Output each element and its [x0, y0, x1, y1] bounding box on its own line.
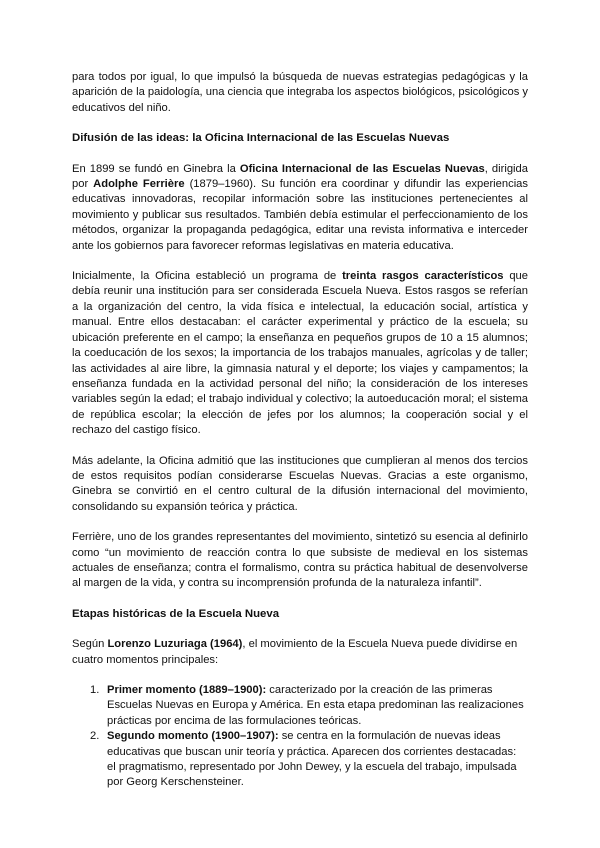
bold-ferriere: Adolphe Ferrière [93, 178, 185, 191]
bold-luzuriaga: Lorenzo Luzuriaga (1964) [107, 638, 243, 651]
text-run: Según [72, 638, 108, 651]
list-number: 2. [90, 730, 100, 743]
text-run: que debía reunir una institución para ser considerada Escuela Nueva. Estos rasgos se referían a la organización del centro, la vida física e intelectual, la educación social, artística y manual. Entre ellos destacaban: el carácter experimental y práctico de la escuela; su ubicación preferente en el campo; la enseñanza en pequeños grupos de 10 a 15 alumnos; la coeducación de los sexos; la importancia de los trabajos manuales, agrícolas y de taller; las actividades al aire libre, la gimnasia natural y el deporte; los viajes y campamentos; la enseñanza fundada en la actividad personal del niño; la consideración de los intereses variables según la edad; el trabajo individual y colectivo; la autoeducación moral; el sistema de república escolar; la elección de jefes por los alumnos; la cooperación social y el rechazo del castigo físico. [72, 270, 528, 437]
paragraph-ferriere-definicion: Ferrière, uno de los grandes representantes del movimiento, sintetizó su esencia al definirlo como “un movimiento de reacción contra lo que subsiste de medieval en los sistemas actuales de enseñanza; contra el formalismo, contra su práctica habitual de desenvolverse al margen de la vida, y contra su incomprensión profunda de la naturaleza infantil”. [72, 531, 528, 590]
list-item [72, 683, 528, 729]
list-item-text: se centra en la formulación de nuevas ideas educativas que buscan unir teoría y práctica. Aparecen dos corrientes destacadas: el pragmatismo, representado por John Dewey, y la escuela del trabajo, impulsada por Georg Kerschensteiner. [107, 730, 517, 789]
text-run: , dirigida por [72, 162, 528, 191]
paragraph-requisitos: Más adelante, la Oficina admitió que las instituciones que cumplieran al menos dos tercios de estos requisitos podían considerarse Escuelas Nuevas. Gracias a este organismo, Ginebra se convirtió en el centro cultural de la difusión internacional del movimiento, consolidando su expansión teórica y práctica. [72, 454, 528, 513]
paragraph-luzuriaga [72, 637, 528, 668]
text-run: Inicialmente, la Oficina estableció un programa de [72, 270, 343, 283]
list-item-title: Segundo momento (1900–1907): [107, 730, 279, 743]
paragraph-fundacion [72, 162, 528, 254]
bold-oficina: Oficina Internacional de las Escuelas Nuevas [239, 162, 485, 175]
list-number: 1. [90, 684, 100, 696]
list-item-title: Primer momento (1889–1900): [107, 684, 267, 696]
text-run: En 1899 se fundó en Ginebra la [72, 162, 240, 175]
paragraph-rasgos [72, 269, 528, 438]
bold-treinta-rasgos: treinta rasgos característicos [342, 270, 504, 283]
text-run: (1879–1960). Su función era coordinar y difundir las experiencias educativas innovadoras, recopilar información sobre las instituciones pertenecientes al movimiento y publicar sus resultados. También debía estimular el perfeccionamiento de los métodos, organizar la propaganda pedagógica, editar una revista informativa e interceder ante los gobiernos para favorecer reformas legislativas en materia educativa. [72, 178, 529, 252]
document-page [72, 70, 528, 791]
section-heading-oficina: Difusión de las ideas: la Oficina Internacional de las Escuelas Nuevas [72, 132, 450, 145]
section-heading-etapas: Etapas históricas de la Escuela Nueva [72, 607, 280, 620]
list-item-text: caracterizado por la creación de las primeras Escuelas Nuevas en Europa y América. En esta etapa predominan las realizaciones prácticas por encima de las formulaciones teóricas. [107, 684, 524, 727]
list-item [72, 729, 528, 791]
text-run: , el movimiento de la Escuela Nueva puede dividirse en cuatro momentos principales: [72, 638, 518, 666]
intro-paragraph: para todos por igual, lo que impulsó la búsqueda de nuevas estrategias pedagógicas y la aparición de la paidología, una ciencia que integraba los aspectos biológicos, psicológicos y educativos del niño. [72, 71, 528, 114]
etapas-list [72, 683, 528, 791]
